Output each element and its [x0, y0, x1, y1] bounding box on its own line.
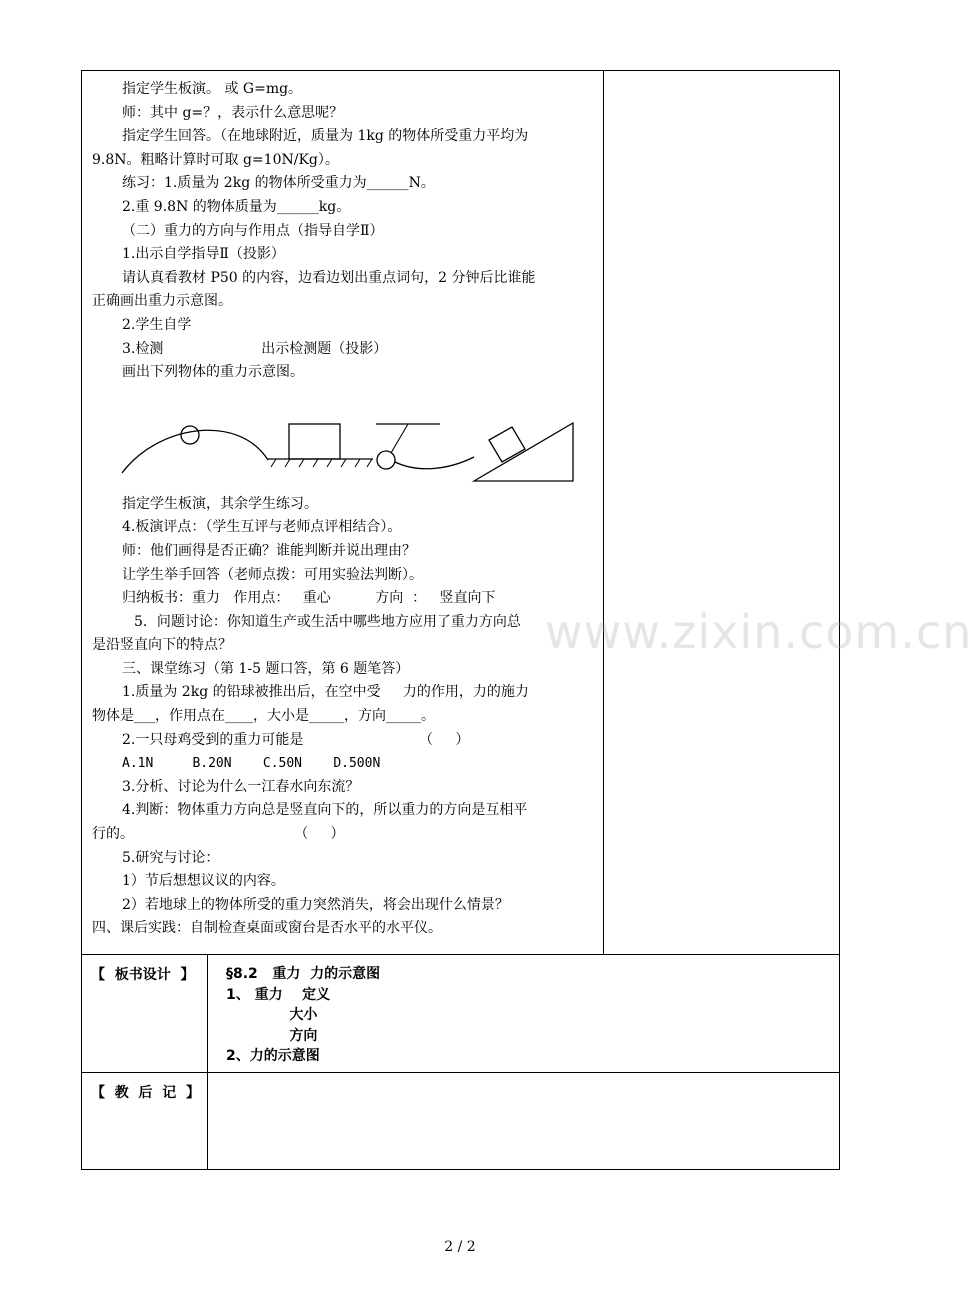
text-line: 1.质量为 2kg 的铅球被推出后，在空中受 力的作用，力的施力 [122, 684, 529, 701]
block-on-incline [489, 427, 525, 462]
text-line: 指定学生板演，其余学生练习。 [122, 495, 318, 512]
ball-on-hill [181, 426, 199, 444]
text-line: 5.研究与讨论： [122, 849, 220, 866]
board-line: 1、 重力 定义 [226, 986, 331, 1003]
text-line: 1.出示自学指导Ⅱ（投影） [122, 246, 285, 263]
text-line: 行的。 （ ） [92, 826, 345, 843]
text-line: 4.板演评点：（学生互评与老师点评相结合）。 [122, 519, 402, 536]
text-line: 画出下列物体的重力示意图。 [122, 364, 304, 381]
text-line: 指定学生回答。（在地球附近，质量为 1kg 的物体所受重力平均为 [122, 128, 529, 145]
text-line: 让学生举手回答（老师点拨：可用实验法判断）。 [122, 566, 423, 583]
text-line: 指定学生板演。 或 G=mg。 [122, 81, 303, 97]
text-line: 3.分析、讨论为什么一江春水向东流？ [122, 778, 360, 795]
text-line: 练习：1.质量为 2kg 的物体所受重力为______N。 [122, 175, 435, 192]
row-divider-notes [81, 1072, 840, 1073]
board-line: §8.2 重力 力的示意图 [226, 966, 381, 982]
text-line: 是沿竖直向下的特点？ [92, 637, 232, 654]
curved-surface-hill [122, 430, 268, 473]
board-design-label: 【 板书设计 】 [91, 967, 195, 983]
text-line: 4.判断：物体重力方向总是竖直向下的，所以重力的方向是互相平 [122, 802, 528, 819]
watermark: www.zixin.com.cn [545, 605, 972, 659]
block-on-ground [289, 424, 340, 459]
board-line: 方向 [226, 1027, 318, 1044]
text-line: （二）重力的方向与作用点（指导自学Ⅱ） [122, 222, 384, 239]
text-line: 5．问题讨论：你知道生产或生活中哪些地方应用了重力方向总 [134, 613, 521, 630]
text-line: 1）节后想想议议的内容。 [122, 873, 285, 890]
text-line: 四、课后实践：自制检查桌面或窗台是否水平的水平仪。 [92, 920, 442, 937]
text-line: 9.8N。粗略计算时可取 g=10N/Kg）。 [92, 151, 339, 168]
curved-track [395, 457, 474, 469]
gravity-diagram-figure [118, 415, 580, 490]
lesson-text-bottom [92, 493, 598, 941]
page-number: 2 / 2 [444, 1239, 476, 1255]
row-divider-board [81, 954, 840, 955]
incline-plane [474, 423, 573, 481]
text-line: 2.学生自学 [122, 316, 192, 333]
board-design-content [226, 964, 380, 1067]
lesson-text-top [92, 78, 598, 385]
post-class-notes-label: 【 教 后 记 】 [91, 1085, 200, 1101]
text-line: 三、课堂练习（第 1-5 题口答，第 6 题笔答） [122, 660, 410, 677]
text-line: 2.重 9.8N 的物体质量为______kg。 [122, 198, 351, 215]
ground-hatching [271, 459, 372, 467]
board-line: 2、力的示意图 [226, 1048, 320, 1064]
label-column-divider [207, 954, 208, 1170]
text-line: A.1N B.20N C.50N D.500N [122, 756, 381, 772]
board-line: 大小 [226, 1007, 318, 1023]
text-line: 请认真看教材 P50 的内容，边看边划出重点词句，2 分钟后比谁能 [122, 269, 536, 286]
column-divider [603, 70, 604, 954]
lesson-body [92, 78, 598, 941]
text-line: 3.检测 出示检测题（投影） [122, 340, 388, 357]
pendulum-ball [377, 451, 395, 469]
text-line: 物体是___，作用点在____，大小是_____，方向_____。 [92, 708, 435, 725]
text-line: 师：其中 g=？，表示什么意思呢？ [122, 104, 344, 121]
text-line: 2）若地球上的物体所受的重力突然消失，将会出现什么情景？ [122, 896, 509, 913]
text-line: 归纳板书：重力 作用点： 重心 方向 ： 竖直向下 [122, 590, 496, 607]
text-line: 师：他们画得是否正确？谁能判断并说出理由？ [122, 542, 416, 559]
pendulum-string [391, 424, 408, 453]
text-line: 2.一只母鸡受到的重力可能是 （ ） [122, 731, 470, 748]
text-line: 正确画出重力示意图。 [92, 293, 232, 310]
